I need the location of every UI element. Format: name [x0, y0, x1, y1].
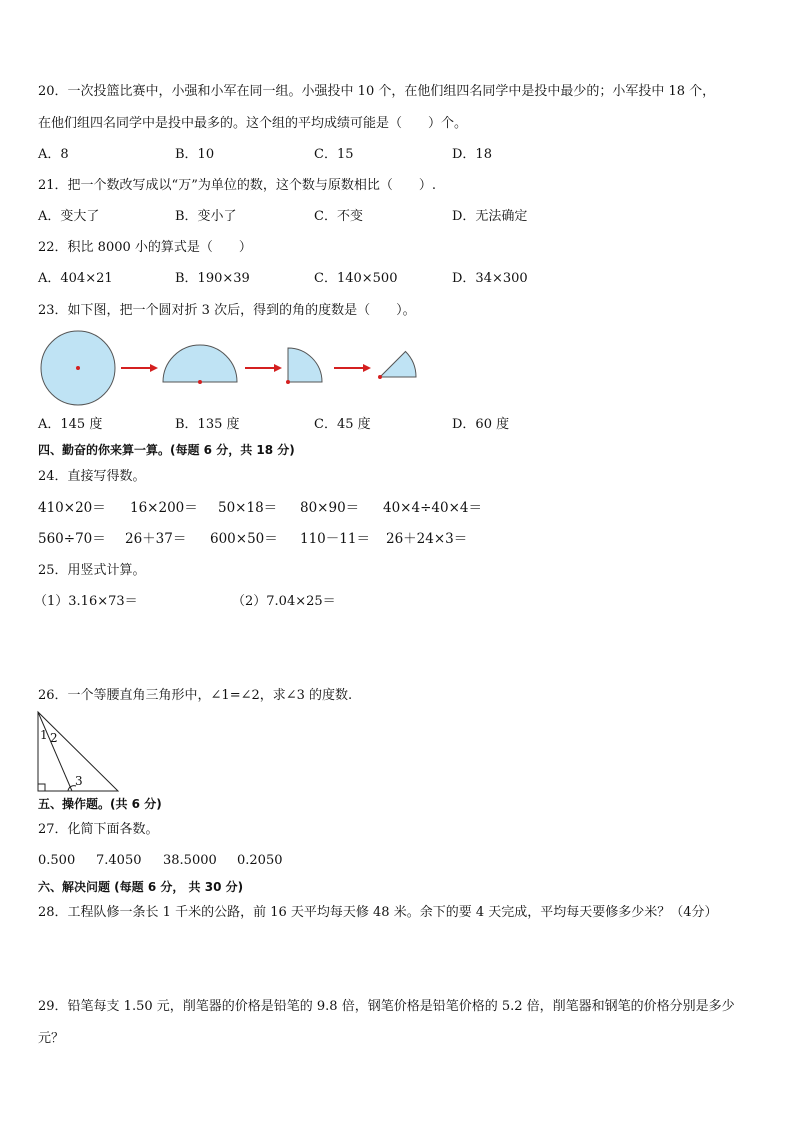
q21-option-c: C．不变	[314, 209, 363, 224]
q29-line1: 29．铅笔每支 1.50 元，削笔器的价格是铅笔的 9.8 倍，钢笔价格是铅笔价格的 5.2 倍，削笔器和钢笔的价格分别是多少	[38, 999, 735, 1014]
q20-option-b: B．10	[175, 147, 215, 162]
q28-text: 28．工程队修一条长 1 千米的公路，前 16 天平均每天修 48 米。余下的要 4 天完成，平均每天要修多少米？（4分）	[38, 905, 718, 920]
section-4-title: 四、勤奋的你来算一算。(每题 6 分，共 18 分)	[38, 443, 295, 457]
q22-option-a: A．404×21	[38, 271, 113, 286]
q27-num-2: 7.4050	[96, 853, 142, 868]
q20-option-a: A．8	[38, 147, 69, 162]
q20-line1: 20．一次投篮比赛中，小强和小军在同一组。小强投中 10 个，在他们组四名同学中是投中最少的；小军投中 18 个，	[38, 84, 716, 99]
q27-num-1: 0.500	[38, 853, 76, 868]
q24-r1-c2: 16×200＝	[130, 500, 198, 516]
q23-option-c: C．45 度	[314, 417, 371, 432]
q22-option-b: B．190×39	[175, 271, 250, 286]
section-5-title: 五、操作题。(共 6 分)	[38, 797, 162, 811]
triangle-inner-line	[38, 712, 72, 791]
q23-option-d: D．60 度	[452, 417, 510, 432]
q24-r2-c1: 560÷70＝	[38, 531, 106, 547]
q21-option-d: D．无法确定	[452, 209, 528, 224]
q24-r2-c2: 26＋37＝	[125, 531, 187, 547]
q21-option-b: B．变小了	[175, 209, 237, 224]
q29-line2: 元？	[38, 1031, 65, 1046]
q20-option-d: D．18	[452, 147, 492, 162]
q24-r1-c5: 40×4÷40×4＝	[383, 500, 482, 516]
q24-text: 24．直接写得数。	[38, 469, 146, 484]
q24-r2-c4: 110－11＝	[300, 531, 370, 547]
q24-r1-c3: 50×18＝	[218, 500, 278, 516]
angle-label-3: 3	[75, 774, 83, 788]
q24-r2-c3: 600×50＝	[210, 531, 278, 547]
q22-option-c: C．140×500	[314, 271, 398, 286]
q20-option-c: C．15	[314, 147, 354, 162]
q25-text: 25．用竖式计算。	[38, 563, 146, 578]
q25-part-2: （2）7.04×25＝	[232, 594, 336, 609]
q22-option-d: D．34×300	[452, 271, 528, 286]
q24-r2-c5: 26＋24×3＝	[386, 531, 468, 547]
q23-text: 23．如下图，把一个圆对折 3 次后，得到的角的度数是（ ）。	[38, 303, 416, 318]
q20-line2: 在他们组四名同学中是投中最多的。这个组的平均成绩可能是（ ）个。	[38, 116, 468, 131]
q21-option-a: A．变大了	[38, 209, 100, 224]
q21-text: 21．把一个数改写成以“万”为单位的数，这个数与原数相比（ ）.	[38, 178, 436, 193]
q24-r1-c4: 80×90＝	[300, 500, 360, 516]
q25-part-1: （1）3.16×73＝	[34, 594, 138, 609]
q26-text: 26．一个等腰直角三角形中，∠1=∠2，求∠3 的度数.	[38, 688, 353, 703]
q22-text: 22．积比 8000 小的算式是（ ）	[38, 240, 252, 255]
section-6-title: 六、解决问题 (每题 6 分， 共 30 分)	[38, 880, 244, 894]
right-angle-mark	[38, 784, 45, 791]
angle-label-1: 1	[40, 728, 48, 742]
q27-text: 27．化简下面各数。	[38, 822, 159, 837]
q27-num-3: 38.5000	[163, 853, 217, 868]
angle-label-2: 2	[50, 731, 58, 745]
q24-r1-c1: 410×20＝	[38, 500, 106, 516]
q27-num-4: 0.2050	[237, 853, 283, 868]
q23-option-b: B．135 度	[175, 417, 240, 432]
q23-option-a: A．145 度	[38, 417, 103, 432]
